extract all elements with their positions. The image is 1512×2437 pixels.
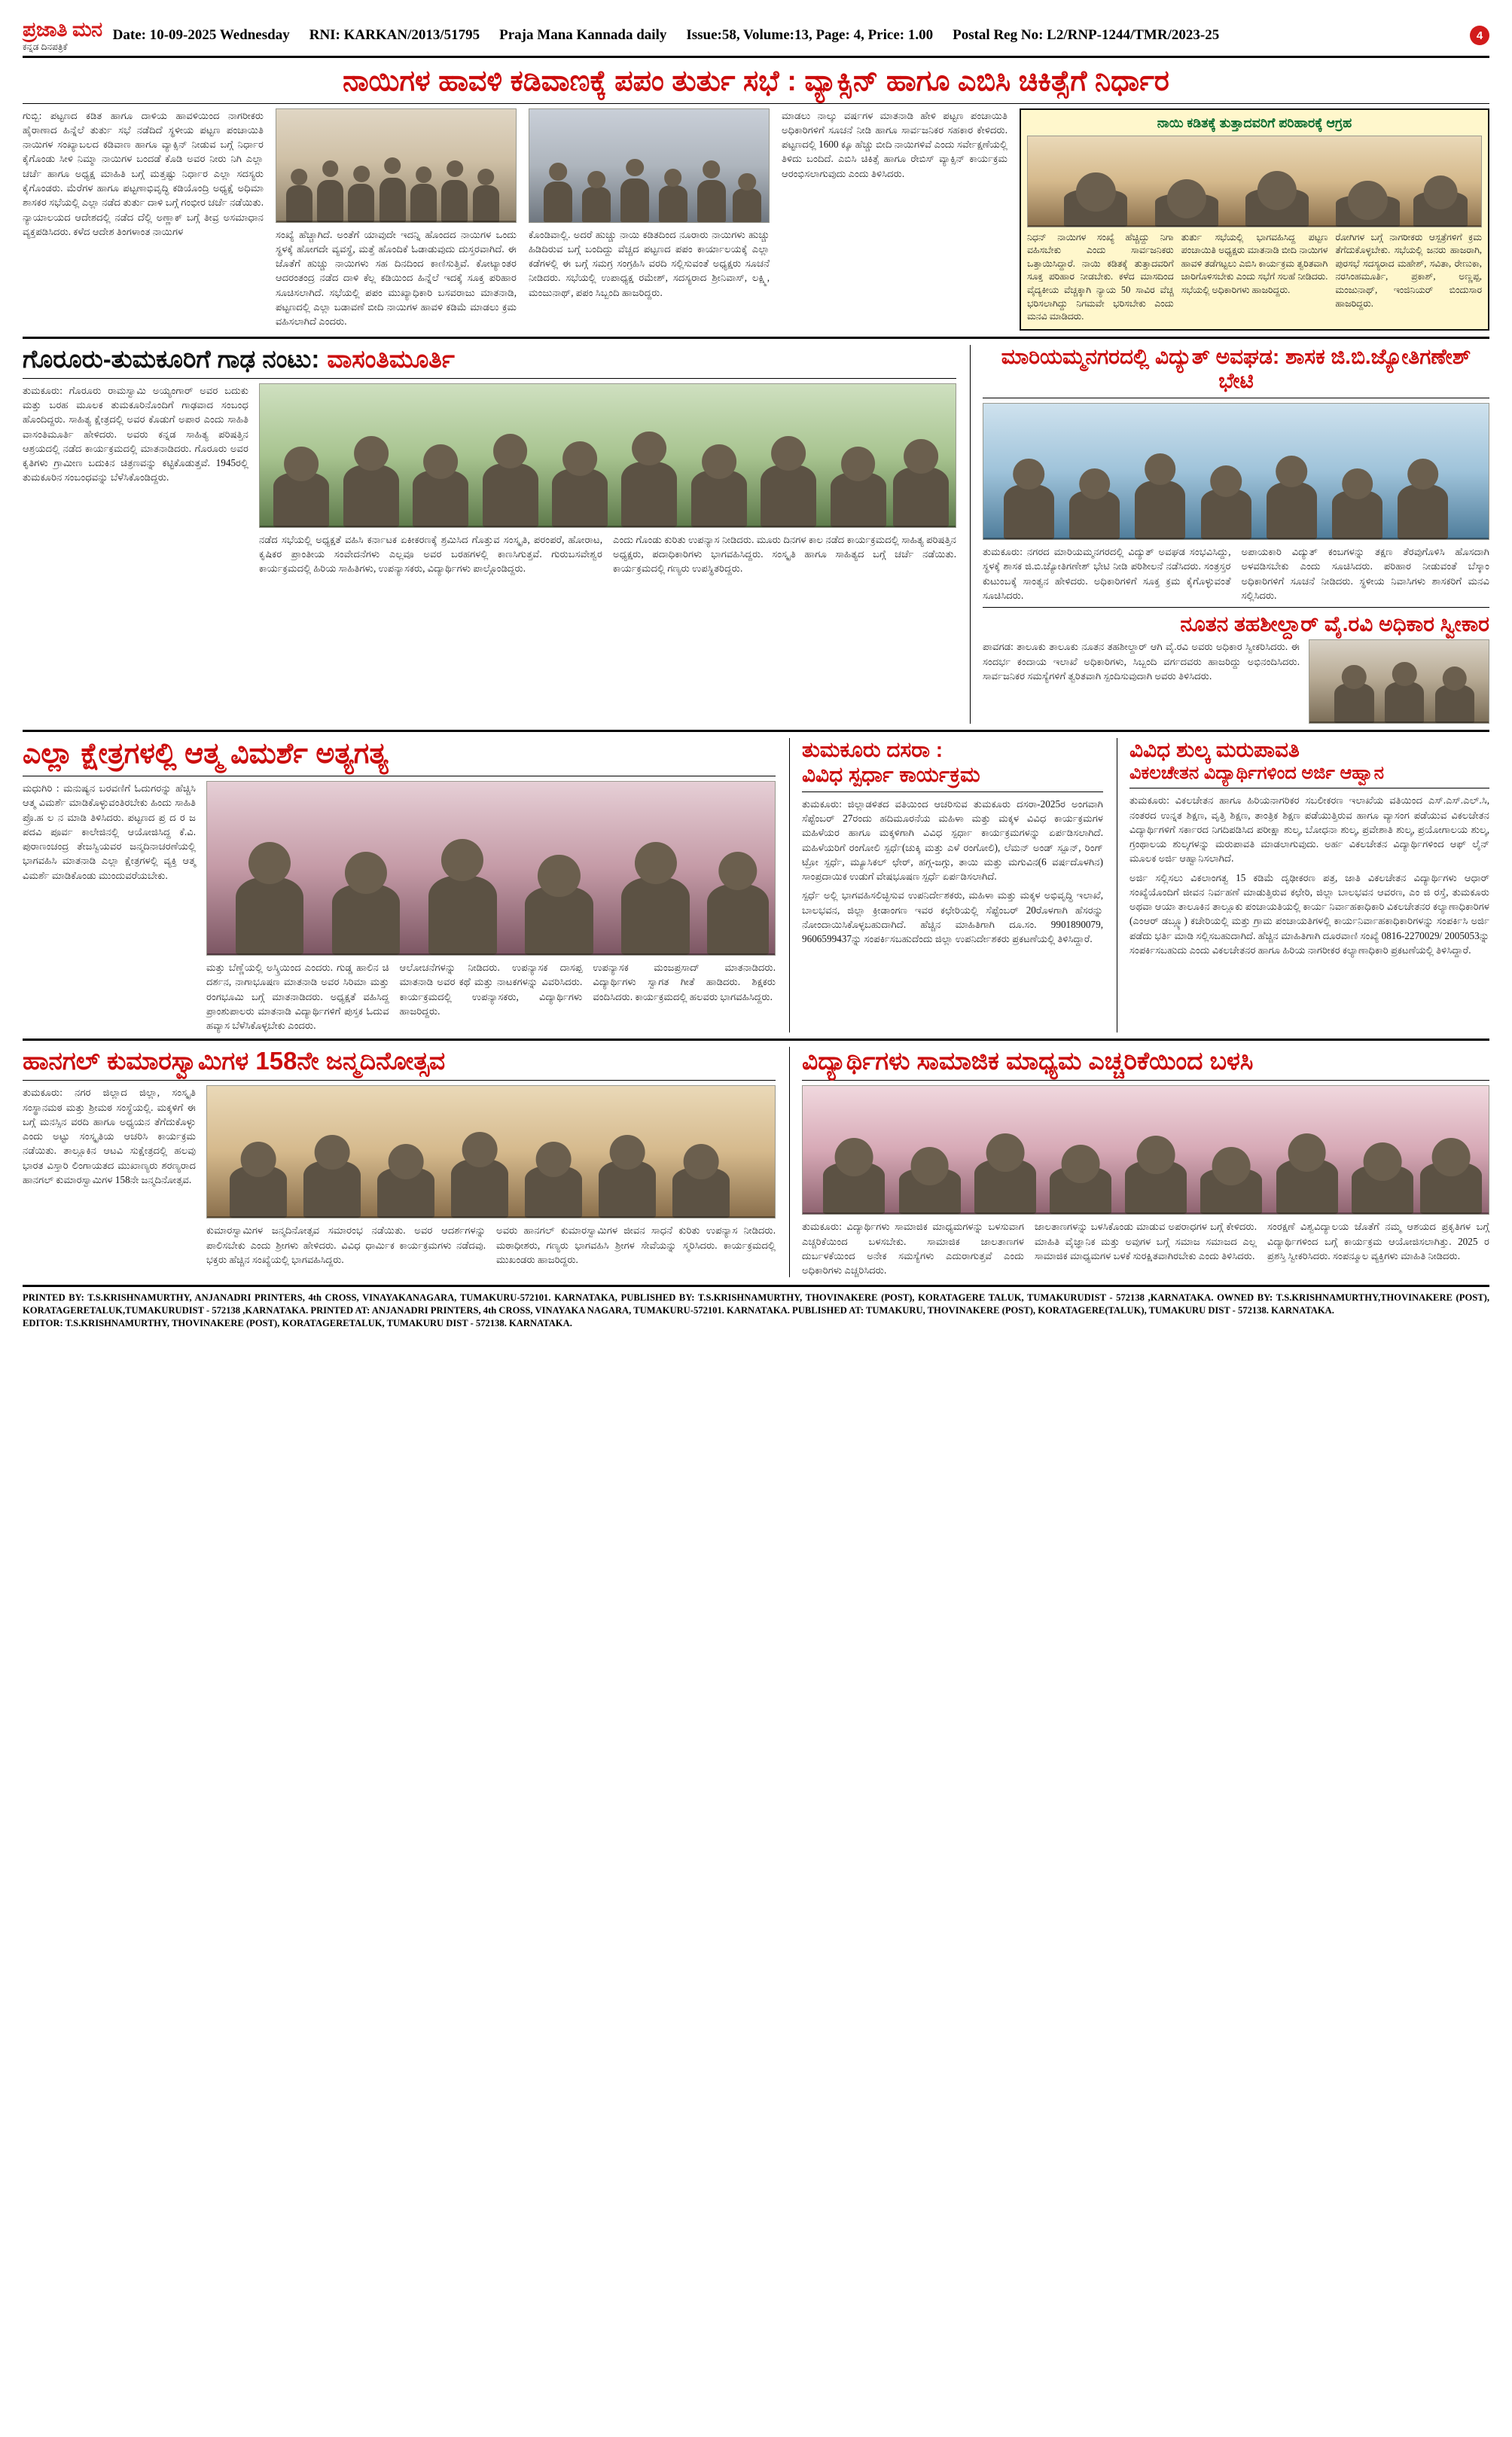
imprint-footer xyxy=(23,1285,1489,1330)
lead-photo-2 xyxy=(529,108,770,223)
mariyamma-col2-text: ಅಪಾಯಕಾರಿ ವಿದ್ಯುತ್ ಕಂಬಗಳನ್ನು ತಕ್ಷಣ ತೆರವುಗೊಳಿಸಿ ಹೊಸದಾಗಿ ಅಳವಡಿಸಬೇಕು ಎಂದು ಸೂಚಿಸಿದರು. ಪರಿಹಾರ ನೀಡುವಂತೆ ಬೆಸ್ಕಾಂ ಅಧಿಕಾರಿಗಳಿಗೆ ಸೂಚನೆ ನೀಡಿದರು. ಸ್ಥಳೀಯ ನಿವಾಸಿಗಳು ಶಾಸಕರಿಗೆ ಮನವಿ ಸಲ್ಲಿಸಿದರು. xyxy=(1241,546,1489,601)
fee-headline-line1: ವಿವಿಧ ಶುಲ್ಕ ಮರುಪಾವತಿ xyxy=(1129,738,1300,762)
imprint-line-2: EDITOR: T.S.KRISHNAMURTHY, THOVINAKERE (POST), KORATAGERETALUK, TUMAKURU DIST - 572138. KARNATAKA. xyxy=(23,1318,572,1329)
fee-col1-text: ತುಮಕೂರು: ವಿಕಲಚೇತನ ಹಾಗೂ ಹಿರಿಯನಾಗರಿಕರ ಸಬಲೀಕರಣ ಇಲಾಖೆಯ ವತಿಯಿಂದ ಎಸ್.ಎಸ್.ಎಲ್.ಸಿ, ನಂತರದ ಉನ್ನತ ಶಿಕ್ಷಣ, ವೃತ್ತಿ ಶಿಕ್ಷಣ, ತಾಂತ್ರಿಕ ಶಿಕ್ಷಣ ಪಡೆಯುತ್ತಿರುವ ಹಾಗೂ ವ್ಯಾಸಂಗ ಪಡೆಯುವ ವಿಕಲಚೇತನ ವಿದ್ಯಾರ್ಥಿಗಳಿಗೆ ಸರ್ಕಾರದ ನಿಗದಿಪಡಿಸಿದ ಪರೀಕ್ಷಾ ಶುಲ್ಕ, ಬೋಧನಾ ಶುಲ್ಕ, ಪ್ರವೇಶಾತಿ ಶುಲ್ಕ, ಪ್ರಯೋಗಾಲಯ ಶುಲ್ಕ, ಗ್ರಂಥಾಲಯ ಶುಲ್ಕಗಳನ್ನು ಮರುಪಾವತಿ ಮಾಡಲಾಗುವುದು. ಅರ್ಹ ವಿಕಲಚೇತನ ವಿದ್ಯಾರ್ಥಿಗಳಿಂದ ಆಫ್ ಲೈನ್ ಮೂಲಕ ಅರ್ಜಿ ಆಹ್ವಾನಿಸಲಾಗಿದೆ. xyxy=(1129,795,1489,865)
dasara-col2-text: ಸ್ಪರ್ಧೆ ಅಲ್ಲಿ ಭಾಗವಹಿಸಲಿಚ್ಛಿಸುವ ಉಪನಿರ್ದೇಶಕರು, ಮಹಿಳಾ ಮತ್ತು ಮಕ್ಕಳ ಅಭಿವೃದ್ಧಿ ಇಲಾಖೆ, ಬಾಲಭವನ, ಜಿಲ್ಲಾ ಕ್ರೀಡಾಂಗಣ ಇವರ ಕಛೇರಿಯಲ್ಲಿ ಸೆಪ್ಟೆಂಬರ್ 20ರೊಳಗಾಗಿ ಹೆಸರನ್ನು ನೋಂದಾಯಿಸಿಕೊಳ್ಳಬಹುದಾಗಿದೆ. ಹೆಚ್ಚಿನ ಮಾಹಿತಿಗಾಗಿ ದೂ.ಸಂ. 9901890079, 9606599437ನ್ನು ಸಂಪರ್ಕಿಸಬಹುದೆಂದು ಜಿಲ್ಲಾ ಉಪನಿರ್ದೇಶಕರು ಪ್ರಕಟಣೆಯಲ್ಲಿ ತಿಳಿಸಿದ್ದಾರೆ. xyxy=(802,889,1103,945)
lead-photo xyxy=(276,108,517,223)
gorur-col2-text: ನಡೆದ ಸಭೆಯಲ್ಲಿ ಅಧ್ಯಕ್ಷತೆ ವಹಿಸಿ ಕರ್ನಾಟಕ ಏಕೀಕರಣಕ್ಕೆ ಶ್ರಮಿಸಿದ ಗೊತ್ತುವ ಸಂಸ್ಕೃತಿ, ಪರಂಪರೆ, ಹೋರಾಟ, ಕೃಷಿಕರ ಪ್ರಾಂತೀಯ ಸಂವೇದನೆಗಳು ಎಲ್ಲವೂ ಅವರ ಬರಹಗಳಲ್ಲಿ ಕಾಣಸಿಗುತ್ತವೆ. ಗುರುಬಸವೇಶ್ವರ ಕಾರ್ಯಕ್ರಮದಲ್ಲಿ ಹಿರಿಯ ಸಾಹಿತಿಗಳು, ಉಪನ್ಯಾಸಕರು, ವಿದ್ಯಾರ್ಥಿಗಳು ಪಾಲ್ಗೊಂಡಿದ್ದರು. xyxy=(259,533,602,575)
fourth-band xyxy=(23,1047,1489,1277)
newspaper-logo xyxy=(23,20,102,51)
gorur-photo-caption xyxy=(260,526,956,527)
social-headline: ವಿದ್ಯಾರ್ಥಿಗಳು ಸಾಮಾಜಿಕ ಮಾಧ್ಯಮ ಎಚ್ಚರಿಕೆಯಿಂದ ಬಳಸಿ xyxy=(802,1047,1254,1075)
atma-col1-text: ಮಧುಗಿರಿ : ಮನುಷ್ಯನ ಬರವಣಿಗೆ ಓದುಗರನ್ನು ಹೆಚ್ಚಿಸಿ ಆತ್ಮ ವಿಮರ್ಶೆ ಮಾಡಿಕೊಳ್ಳುವಂತಿರಬೇಕು ಹಿಂದು ಸಾಹಿತಿ ಪ್ರೊ.ಹ ಲ ನ ಮಾಡಿ ತಿಳಿಸಿದರು. ಪಟ್ಟಣದ ಪ್ರ ದ ರ ಜ ಪದವಿ ಪೂರ್ವ ಕಾಲೇಜಿನಲ್ಲಿ ಆಯೋಜಿಸಿದ್ದ ಕೆ.ವಿ. ಪುರಾಣಂಚಂದ್ರ ತೇಜಸ್ವಿಯವರ ಜನ್ಮದಿನಾಚರಣೆಯಲ್ಲಿ ಭಾಗವಹಿಸಿ ಮಾತನಾಡಿ ಎಲ್ಲಾ ಕ್ಷೇತ್ರಗಳಲ್ಲಿ ವ್ಯಕ್ತಿ ಆತ್ಮ ವಿಮರ್ಶೆ ಮಾಡಿಕೊಂಡು ಮುಂದುವರೆಯಬೇಕು. xyxy=(23,782,196,881)
mariyamma-photo-caption xyxy=(983,538,1489,539)
story-dasara xyxy=(789,738,1103,1032)
lead-col1-text: ಗುಬ್ಬಿ: ಪಟ್ಟಣದ ಕಡಿತ ಹಾಗೂ ದಾಳಿಯ ಹಾವಳಿಯಿಂದ ನಾಗರೀಕರು ಹೈರಾಣಾದ ಹಿನ್ನೆಲೆ ತುರ್ತು ಸಭೆ ನಡೆದಿದೆ ಸ್ಥಳೀಯ ಪಟ್ಟಣ ಪಂಚಾಯಿತಿ ನಾಯಿಗಳ ಸಂಖ್ಯಾಬಲದ ಕಡಿವಾಣ ಹಾಗೂ ವ್ಯಾಕ್ಸಿನ್ ನೀಡುವ ಬಗ್ಗೆ ನಿರ್ಧಾರ ಕೈಗೊಂಡು ಸೀಳಿ ನಿಮ್ಮಾ ನಾಯಿಗಳ ಬಂದಡೆ ಕೊಡಿ ಅವರ ನೀರು ನಿಗಿ ಎಲ್ಲಾ ಚರ್ಚೆ ಹಾಗೂ ಅಧ್ಯಕ್ಷ ಮಾಹಿತಿ ಬಗ್ಗೆ ಮತ್ತಷ್ಟು ನಿರ್ಧಾರ ಎಲ್ಲಾ ಸದಸ್ಯರು ಕೈಗೊಂಡರು. ಮೆರೆಗಳ ಹಾಗೂ ಪಟ್ಟಣಾಭಿವೃದ್ಧಿ ಕಡಿಯೊಂದ್ರಿ ಅಧ್ಯಕ್ಷೆ ಅಧಿಮಾ ಶಾಸಕರ ಸಭೆಯಲ್ಲಿ ಎಲ್ಲಾ ನಡೆದ ತುರ್ತು ದಾಳಿ ಬಗ್ಗೆ ಗಂಭೀರ ಚರ್ಚೆ ನಡೆಯಿತು. ನ್ಯಾಯಾಲಯದ ಆದೇಶದಲ್ಲಿ ನಡೆದ ದೆಲ್ಲಿ ಅಣ್ಣಾಕ್ ಬಗ್ಗೆ ತೀವ್ರ ಅಸಮಾಧಾನ ವ್ಯಕ್ತಪಡಿಸಿದರು. ಕಳೆದ ಆದೇಶ ತಿಂಗಳಾಂತ ನಾಯಿಗಳ xyxy=(23,109,264,237)
logo-subtitle: ಕನ್ನಡ ದಿನಪತ್ರಿಕೆ xyxy=(23,41,68,52)
page-number-badge: 4 xyxy=(1470,26,1489,45)
social-col1-text: ತುಮಕೂರು: ವಿದ್ಯಾರ್ಥಿಗಳು ಸಾಮಾಜಿಕ ಮಾಧ್ಯಮಗಳನ್ನು ಬಳಸುವಾಗ ಎಚ್ಚರಿಕೆಯಿಂದ ಬಳಸಬೇಕು. ಸಾಮಾಜಿಕ ಜಾಲತಾಣಗಳ ದುರ್ಬಳಕೆಯಿಂದ ಅನೇಕ ಸಮಸ್ಯೆಗಳು ಎದುರಾಗುತ್ತವೆ ಎಂದು ಅಧಿಕಾರಿಗಳು ಎಚ್ಚರಿಸಿದರು. xyxy=(802,1221,1024,1276)
lead-headline: ನಾಯಿಗಳ ಹಾವಳಿ ಕಡಿವಾಣಕ್ಕೆ ಪಪಂ ತುರ್ತು ಸಭೆ : ವ್ಯಾಕ್ಸಿನ್ ಹಾಗೂ ಎಬಿಸಿ ಚಿಕಿತ್ಸೆಗೆ ನಿರ್ಧಾರ xyxy=(343,66,1169,97)
atma-photo-caption xyxy=(207,953,775,955)
second-band xyxy=(23,345,1489,724)
tahsildar-headline: ನೂತನ ತಹಶೀಲ್ದಾರ್ ವೈ.ರವಿ ಅಧಿಕಾರ ಸ್ವೀಕಾರ xyxy=(1180,612,1489,636)
highlight-photo-caption xyxy=(1028,225,1481,227)
story-gorur xyxy=(23,345,956,724)
hanagal-col3-text: ಅವರು ಹಾನಗಲ್ ಕುಮಾರಸ್ವಾಮಿಗಳ ಜೀವನ ಸಾಧನೆ ಕುರಿತು ಉಪನ್ಯಾಸ ನೀಡಿದರು. ಮಠಾಧೀಶರು, ಗಣ್ಯರು ಭಾಗವಹಿಸಿ ಶ್ರೀಗಳ ಸೇವೆಯನ್ನು ಸ್ಮರಿಸಿದರು. ಕಾರ್ಯಕ್ರಮದಲ್ಲಿ ಮುಖಂಡರು ಹಾಜರಿದ್ದರು. xyxy=(496,1225,776,1265)
highlight-box xyxy=(1020,108,1489,331)
imprint-line-1: PRINTED BY: T.S.KRISHNAMURTHY, ANJANADRI PRINTERS, 4th CROSS, VINAYAKANAGARA, TUMAKURU-572101. KARNATAKA, PUBLISHED BY: T.S.KRISHNAMURTHY, THOVINAKERE (POST), KORATAGERE TALUK, TUMAKURUDIST - 572138 ,KARNATAKA. OWNED BY: T.S.KRISHNAMURTHY,THOVINAKERE (POST), KORATAGERETALUK,TUMAKURUDIST - 572138 ,KARNATAKA. PRINTED AT: ANJANADRI PRINTERS, 4th CROSS, VINAYAKA NAGARA, TUMAKURU-572101. KARNATAKA. PUBLISHED AT: TUMAKURU, THOVINAKERE (POST), KORATAGERE(TALUK), TUMAKURU DIST - 572138. KARNATAKA. xyxy=(23,1292,1489,1316)
logo-title: ಪ್ರಜಾತಿ ಮನ xyxy=(23,18,102,41)
lead-col2-text: ಸಂಖ್ಯೆ ಹೆಚ್ಚಾಗಿದೆ. ಅಂತೆಗೆ ಯಾವುದೇ ಇದನ್ನಿ ಹೊಂದದ ನಾಯಿಗಳ ಒಂದು ಸ್ಥಳಕ್ಕೆ ಹೋಗದೇ ವ್ಯವಸ್ಥೆ, ಮತ್ತೆ ಹೊಂದಿಕೆ ಓಡಾಡುವುದು ದುಸ್ತರವಾಗಿದೆ. ಈ ಜೊತೆಗೆ ಹುಚ್ಚು ನಾಯಿಗಳು ಸಹ ದಿನದಿಂದ ಕಾಣಿಸುತ್ತಿವೆ. ಕೋಟ್ಯಾಂತರ ಆದರಂತಂದ್ರ ನಡೆದ ದಾಳಿ ಕೆಲ್ಲ ಕಡಿಯಿಂದ ಹಿನ್ನೆಲೆ ಇದಕ್ಕೆ ಸೂಕ್ತ ಪರಿಹಾರ ಸೂಚಿಸಲಾಗಿದೆ. ಸಭೆಯಲ್ಲಿ ಪಪಂ ಮುಖ್ಯಾಧಿಕಾರಿ ಬಸವರಾಜು ಮಾತನಾಡಿ, ಪಟ್ಟಣದಲ್ಲಿ ಎಲ್ಲಾ ಬಡಾವಣೆ ಬೀದಿ ನಾಯಿಗಳ ಹಾವಳಿ ಕಡಿಮೆ ಮಾಡಲು ಕ್ರಮ ವಹಿಸಲಾಗಿದೆ ಎಂದರು. xyxy=(276,228,517,328)
gorur-headline-part2: ವಾಸಂತಿಮೂರ್ತಿ xyxy=(327,344,455,373)
gorur-photo xyxy=(259,383,956,528)
highlight-headline: ನಾಯಿ ಕಡಿತಕ್ಕೆ ತುತ್ತಾದವರಿಗೆ ಪರಿಹಾರಕ್ಕೆ ಆಗ್ರಹ xyxy=(1157,114,1352,130)
fee-headline-line2: ವಿಕಲಚೇತನ ವಿದ್ಯಾರ್ಥಿಗಳಿಂದ ಅರ್ಜಿ ಆಹ್ವಾನ xyxy=(1129,762,1385,783)
atma-col4-text: ಉಪನ್ಯಾಸಕ ಮಂಜಪ್ರಸಾದ್ ಮಾತನಾಡಿದರು. ವಿದ್ಯಾರ್ಥಿಗಳು ಸ್ವಾಗತ ಗೀತೆ ಹಾಡಿದರು. ಶಿಕ್ಷಕರು ವಂದಿಸಿದರು. ಕಾರ್ಯಕ್ರಮದಲ್ಲಿ ಹಲವರು ಭಾಗವಹಿಸಿದ್ದರು. xyxy=(593,962,776,1002)
gorur-col3-text: ಎಂದು ಗೊಂಡು ಕುರಿತು ಉಪನ್ಯಾಸ ನೀಡಿದರು. ಮೂರು ದಿನಗಳ ಕಾಲ ನಡೆದ ಕಾರ್ಯಕ್ರಮದಲ್ಲಿ ಸಾಹಿತ್ಯ ಪರಿಷತ್ತಿನ ಅಧ್ಯಕ್ಷರು, ಪದಾಧಿಕಾರಿಗಳು ಭಾಗವಹಿಸಿದ್ದರು. ಸಂಸ್ಕೃತಿ ಹಾಗೂ ಸಾಹಿತ್ಯದ ಬಗ್ಗೆ ಚರ್ಚೆ ನಡೆಯಿತು. ಕಾರ್ಯಕ್ರಮದಲ್ಲಿ ಗಣ್ಯರು ಉಪಸ್ಥಿತರಿದ್ದರು. xyxy=(613,533,956,575)
hanagal-headline: ಹಾನಗಲ್ ಕುಮಾರಸ್ವಾಮಿಗಳ 158ನೇ ಜನ್ಮದಿನೋತ್ಸವ xyxy=(23,1047,446,1075)
atma-photo xyxy=(206,781,776,956)
atma-col3-text: ಆಲೋಚನೆಗಳನ್ನು ನೀಡಿದರು. ಉಪನ್ಯಾಸಕ ದಾಸಪ್ಪ ಮಾತನಾಡಿ ಅವರ ಕಥೆ ಮತ್ತು ನಾಟಕಗಳನ್ನು ವಿವರಿಸಿದರು. ಕಾರ್ಯಕ್ರಮದಲ್ಲಿ ಉಪನ್ಯಾಸಕರು, ವಿದ್ಯಾರ್ಥಿಗಳು ಹಾಜರಿದ್ದರು. xyxy=(399,962,583,1017)
lead-story xyxy=(23,66,1489,331)
masthead xyxy=(23,20,1489,58)
social-col3-text: ಸಂರಕ್ಷಣೆ ವಿಶ್ವವಿದ್ಯಾಲಯ ಜೊತೆಗೆ ನಮ್ಮ ಆಶಯದ ಪ್ರಕೃತಿಗಳ ಬಗ್ಗೆ ವಿದ್ಯಾರ್ಥಿಗಳಿಂದ ಬಗ್ಗೆ ಕಾರ್ಯಕ್ರಮ ಆಯೋಜಿಸಲಾಗಿತ್ತು. 2025 ರ ಪ್ರಶಸ್ತಿ ಸ್ವೀಕರಿಸಿದರು. ಸಂಪನ್ಮೂಲ ವ್ಯಕ್ತಿಗಳು ಮಾಹಿತಿ ನೀಡಿದರು. xyxy=(1267,1221,1489,1261)
story-fee-reimbursement xyxy=(1117,738,1489,1032)
dasara-col1-text: ತುಮಕೂರು: ಜಿಲ್ಲಾಡಳಿತದ ವತಿಯಿಂದ ಆಚರಿಸುವ ತುಮಕೂರು ದಸರಾ-2025ರ ಅಂಗವಾಗಿ ಸೆಪ್ಟೆಂಬರ್ 27ರಂದು ಹದಿಮೂರನೆಯ ಮಹಿಳಾ ಮತ್ತು ಮಕ್ಕಳ ವಿವಿಧ ಕಾರ್ಯಕ್ರಮಗಳ ಮಹಿಳೆಯರ ಹಾಗೂ ಮಕ್ಕಳಿಗಾಗಿ ವಿವಿಧ ಸ್ಪರ್ಧಾ ಕಾರ್ಯಕ್ರಮಗಳನ್ನು ಏರ್ಪಡಿಸಲಾಗಿದೆ. ಮಹಿಳೆಯರಿಗೆ ರಂಗೋಲಿ ಸ್ಪರ್ಧೆ(ಚುಕ್ಕಿ ಮತ್ತು ಎಳೆ ರಂಗೋಲಿ), ಲೆಮನ್ ಅಂಡ್ ಸ್ಪೂನ್, ರಿಂಗ್ ಟ್ರೋ ಸ್ಪರ್ಧೆ, ಮ್ಯೂಸಿಕಲ್ ಛೇರ್, ಹಗ್ಗ-ಜಗ್ಗು, ತಾಯಿ ಮತ್ತು ಮಗುವಿನ(6 ವರ್ಷದೊಳಗಿನ) ಸಾಂಪ್ರದಾಯಿಕ ಉಡುಗೆ ವೇಷಭೂಷಣ ಸ್ಪರ್ಧೆ ಏರ್ಪಡಿಸಲಾಗಿದೆ. xyxy=(802,798,1103,883)
tahsildar-photo xyxy=(1309,639,1489,724)
dasara-headline-line2: ವಿವಿಧ ಸ್ಪರ್ಧಾ ಕಾರ್ಯಕ್ರಮ xyxy=(802,762,980,786)
highlight-photo xyxy=(1027,136,1482,227)
postal-reg: Postal Reg No: L2/RNP-1244/TMR/2023-25 xyxy=(953,27,1220,43)
tahsildar-text: ಪಾವಗಡ: ತಾಲೂಕು ತಾಲೂಕು ನೂತನ ತಹಶೀಲ್ದಾರ್ ಆಗಿ ವೈ.ರವಿ ಅವರು ಅಧಿಕಾರ ಸ್ವೀಕರಿಸಿದರು. ಈ ಸಂದರ್ಭ ಕಂದಾಯ ಇಲಾಖೆ ಅಧಿಕಾರಿಗಳು, ಸಿಬ್ಬಂದಿ ವರ್ಗದವರು ಹಾಜರಿದ್ದು ಅಭಿನಂದಿಸಿದರು. ಸಾರ್ವಜನಿಕರ ಸಮಸ್ಯೆಗಳಿಗೆ ತ್ವರಿತವಾಗಿ ಸ್ಪಂದಿಸುವುದಾಗಿ ಅವರು ತಿಳಿಸಿದರು. xyxy=(983,641,1300,682)
third-band xyxy=(23,738,1489,1032)
dasara-headline-line1: ತುಮಕೂರು ದಸರಾ : xyxy=(802,738,943,762)
lead-columns xyxy=(23,108,1489,331)
highlight-col3-text: ರೋಗಿಗಳ ಬಗ್ಗೆ ನಾಗರೀಕರು ಆಸ್ಪತ್ರೆಗಳಿಗೆ ಕ್ರಮ ತೆಗೆದುಕೊಳ್ಳಬೇಕು. ಸಭೆಯಲ್ಲಿ ಜನರು ಹಾಜರಾಗಿ, ಪುರಸಭೆ ಸದಸ್ಯರಾದ ಮಹೇಶ್, ಸವಿತಾ, ರೇಣುಕಾ, ನರಸಿಂಹಮೂರ್ತಿ, ಪ್ರಕಾಶ್, ಅಣ್ಣಪ್ಪ, ಮಂಜುನಾಥ್, ಇಂಜಿನಿಯರ್ ಬಿಂದುಸಾರ ಹಾಜರಿದ್ದರು. xyxy=(1335,231,1483,309)
highlight-col2-text: ತುರ್ತು ಸಭೆಯಲ್ಲಿ ಭಾಗವಹಿಸಿದ್ದ ಪಟ್ಟಣ ಪಂಚಾಯಿತಿ ಅಧ್ಯಕ್ಷರು ಮಾತನಾಡಿ ಬೀದಿ ನಾಯಿಗಳ ಹಾವಳಿ ತಡೆಗಟ್ಟಲು ಎಬಿಸಿ ಕಾರ್ಯಕ್ರಮ ತ್ವರಿತವಾಗಿ ಜಾರಿಗೊಳಿಸಬೇಕು ಎಂದು ಸಭೆಗೆ ಸಲಹೆ ನೀಡಿದರು. ಸಭೆಯಲ್ಲಿ ಅಧಿಕಾರಿಗಳು ಹಾಜರಿದ್ದರು. xyxy=(1181,231,1328,295)
masthead-info xyxy=(113,27,1459,44)
story-mariyamma xyxy=(970,345,1489,724)
mariyamma-photo xyxy=(983,403,1489,540)
story-hanagal xyxy=(23,1047,776,1277)
highlight-col1-text: ನಿಧನ್ ನಾಯಿಗಳ ಸಂಖ್ಯೆ ಹೆಚ್ಚಿದ್ದು ನಿಗಾ ವಹಿಸಬೇಕು ಎಂದು ಸಾರ್ವಜನಿಕರು ಒತ್ತಾಯಿಸಿದ್ದಾರೆ. ನಾಯಿ ಕಡಿತಕ್ಕೆ ತುತ್ತಾದವರಿಗೆ ಸೂಕ್ತ ಪರಿಹಾರ ನೀಡಬೇಕು. ಕಳೆದ ಮಾಸದಿಂದ ವೈದ್ಯಕೀಯ ವೆಚ್ಚಕ್ಕಾಗಿ ನ್ಯಾಯ 50 ಸಾವಿರ ವೆಚ್ಚ ಭರಿಸಲಾಗಿದ್ದು ನಿಗಮವೇ ಭರಿಸಬೇಕು ಎಂದು ಮನವಿ ಮಾಡಿದರು. xyxy=(1027,231,1174,322)
atma-headline: ಎಲ್ಲಾ ಕ್ಷೇತ್ರಗಳಲ್ಲಿ ಆತ್ಮ ವಿಮರ್ಶೆ ಅತ್ಯಗತ್ಯ xyxy=(23,738,389,770)
fee-col2-text: ಅರ್ಜಿ ಸಲ್ಲಿಸಲು ವಿಕಲಾಂಗತ್ವ 15 ಕಡಿಮೆ ದೃಢೀಕರಣ ಪತ್ರ, ಜಾತಿ ವಿಕಲಚೇತನ ವಿದ್ಯಾರ್ಥಿಗಳು ಆಧಾರ್ ಸಂಖ್ಯೆಯೊಂದಿಗೆ ಜೀವನ ನಿರ್ವಹಣೆ ಮಾಡುತ್ತಿರುವ ಕಛೇರಿ, ಜಿಲ್ಲಾ ಬಾಲಭವನ ಆವರಣ, ಎಂ ಜಿ ರಸ್ತೆ, ತುಮಕೂರು ಅಥವಾ ಆಯಾ ತಾಲೂಕಿನ ತಾಲ್ಲೂಕು ಪಂಚಾಯತಿಯಲ್ಲಿ ಕಾರ್ಯ ನಿರ್ವಾಹಕಾಧಿಕಾರಿ ವಿಕಲಚೇತನರ ಕಲ್ಯಾಣಾಧಿಕಾರಿಗಳ (ಎಂಆರ್ ಡಬ್ಲ್ಯೂ) ಕಚೇರಿಯಲ್ಲಿ ಮತ್ತು ಗ್ರಾಮ ಪಂಚಾಯತಿಗಳಲ್ಲಿ ಕಾರ್ಯನಿರ್ವಾಹಕಾಧಿಕಾರಿಗಳನ್ನು ಸಂಪರ್ಕಿಸಿ ಅರ್ಜಿ ಪಡೆದು ಭರ್ತಿ ಮಾಡಿ ಸಲ್ಲಿಸಬಹುದಾಗಿದೆ. ಹೆಚ್ಚಿನ ಮಾಹಿತಿಗಾಗಿ ದೂರವಾಣಿ ಸಂಖ್ಯೆ 0816-2270029/ 2005053ನ್ನು ಸಂಪರ್ಕಿಸಬಹುದು ಎಂದು ವಿಕಲಚೇತನರ ಹಾಗೂ ಹಿರಿಯ ನಾಗರೀಕರ ಕಲ್ಯಾಣಾಧಿಕಾರಿ ಪ್ರಕಟಣೆಯಲ್ಲಿ ತಿಳಿಸಿದ್ದಾರೆ. xyxy=(1129,871,1489,956)
social-photo-caption xyxy=(803,1212,1489,1214)
lead-photo-caption xyxy=(276,221,516,222)
hanagal-col2-text: ಕುಮಾರಸ್ವಾಮಿಗಳ ಜನ್ಮದಿನೋತ್ಸವ ಸಮಾರಂಭ ನಡೆಯಿತು. ಅವರ ಆದರ್ಶಗಳನ್ನು ಪಾಲಿಸಬೇಕು ಎಂದು ಶ್ರೀಗಳು ಹೇಳಿದರು. ವಿವಿಧ ಧಾರ್ಮಿಕ ಕಾರ್ಯಕ್ರಮಗಳು ನಡೆದವು. ಭಕ್ತರು ಹೆಚ್ಚಿನ ಸಂಖ್ಯೆಯಲ್ಲಿ ಭಾಗವಹಿಸಿದ್ದರು. xyxy=(206,1225,486,1265)
lead-col3-text: ಕೊಂಡಿವಾಲ್ಲಿ. ಅದರೆ ಹುಚ್ಚು ನಾಯಿ ಕಡಿತದಿಂದ ನೂರಾರು ನಾಯಿಗಳು ಹುಚ್ಚು ಹಿಡಿದಿರುವ ಬಗ್ಗೆ ಬಂದಿದ್ದು ವೆಚ್ಚದ ಪಟ್ಟಣದ ಪಪಂ ಕಾರ್ಯಾಲಯಕ್ಕೆ ಎಲ್ಲಾ ಕಡೆಗಳಲ್ಲಿ ಈ ಬಗ್ಗೆ ಸಮಗ್ರ ಸಂಗ್ರಹಿಸಿ ವರದಿ ಸಲ್ಲಿಸುವಂತೆ ಅಧ್ಯಕ್ಷರು ಸೂಚನೆ ನೀಡಿದರು. ಸಭೆಯಲ್ಲಿ ಉಪಾಧ್ಯಕ್ಷ ರಮೇಶ್, ಸದಸ್ಯರಾದ ಶ್ರೀನಿವಾಸ್, ಲಕ್ಷ್ಮಿ, ಮಂಜುನಾಥ್, ಪಪಂ ಸಿಬ್ಬಂದಿ ಹಾಜರಿದ್ದರು. xyxy=(529,228,770,298)
hanagal-col1-text: ತುಮಕೂರು: ನಗರ ಜಿಲ್ಲಾದ ಜಿಲ್ಲಾ, ಸಂಸ್ಕೃತಿ ಸಂಸ್ಥಾನಮಠ ಮತ್ತು ಶ್ರೀಮಠ ಸಂಸ್ಥೆಯಲ್ಲಿ. ಮಕ್ಕಳಿಗೆ ಈ ಬಗ್ಗೆ ಮನಸ್ಸಿನ ವರದಿ ಹಾಗೂ ಅಧ್ಯಯನ ತೆಗೆದುಕೊಳ್ಳು ಎಂದು ಅಟ್ಟು ಸಂಸ್ಕೃತಿಯ ಆಚರಿಸಿ ಕಾರ್ಯಕ್ರಮ ನಡೆಯಿತು. ತಾಲ್ಲೂಕಿನ ಆಟವಿ ಸುಕ್ಷೇತ್ರದಲ್ಲಿ ಹಲವು ಭಾರತ ವಿಸ್ತಾರಿ ಲಿಂಗಾಯತದ ಮುಖಾಣ್ಯರು ಶರಣ್ಯರಾದ ಹಾನಗಲ್ ಕುಮಾರಸ್ವಾಮಿಗಳ 158ನೇ ಜನ್ಮದಿನೋತ್ಸವ. xyxy=(23,1087,196,1185)
publication-date: Date: 10-09-2025 Wednesday xyxy=(112,27,290,43)
hanagal-photo xyxy=(206,1085,776,1218)
publication-title-en: Praja Mana Kannada daily xyxy=(499,27,667,43)
lead-col4-text: ಮಾಡಲು ನಾಲ್ಕು ವರ್ಷಗಳ ಮಾತನಾಡಿ ಹೇಳಿ ಪಟ್ಟಣ ಪಂಚಾಯಿತಿ ಅಧಿಕಾರಿಗಳಿಗೆ ಸೂಚನೆ ನೀಡಿ ಹಾಗೂ ಸಾರ್ವಜನಿಕರ ಸಹಕಾರ ಕೇಳಿದರು. ಪಟ್ಟಣದಲ್ಲಿ 1600 ಕ್ಕೂ ಹೆಚ್ಚು ಬೀದಿ ನಾಯಿಗಳಿವೆ ಎಂದು ಸರ್ವೇಕ್ಷಣೆಯಲ್ಲಿ ತಿಳಿದು ಬಂದಿದೆ. ಎಬಿಸಿ ಚಿಕಿತ್ಸೆ ಹಾಗೂ ರೇಬಿಸ್ ವ್ಯಾಕ್ಸಿನ್ ಕಾರ್ಯಕ್ರಮ ಆರಂಭಿಸಲಾಗುವುದು ಎಂದು ತಿಳಿಸಿದರು. xyxy=(782,109,1007,179)
mariyamma-col1-text: ತುಮಕೂರು: ನಗರದ ಮಾರಿಯಮ್ಮನಗರದಲ್ಲಿ ವಿದ್ಯುತ್ ಅವಘಡ ಸಂಭವಿಸಿದ್ದು, ಸ್ಥಳಕ್ಕೆ ಶಾಸಕ ಜಿ.ಬಿ.ಜ್ಯೋತಿಗಣೇಶ್ ಭೇಟಿ ನೀಡಿ ಪರಿಶೀಲನೆ ನಡೆಸಿದರು. ಸಂತ್ರಸ್ತರ ಕುಟುಂಬಕ್ಕೆ ಸಾಂತ್ವನ ಹೇಳಿದರು. ಅಧಿಕಾರಿಗಳಿಗೆ ಸೂಕ್ತ ಕ್ರಮ ಕೈಗೊಳ್ಳುವಂತೆ ಸೂಚಿಸಿದರು. xyxy=(983,546,1231,601)
social-photo xyxy=(802,1085,1489,1215)
story-social-media xyxy=(789,1047,1489,1277)
gorur-col1-text: ತುಮಕೂರು: ಗೊರೂರು ರಾಮಸ್ವಾಮಿ ಅಯ್ಯಂಗಾರ್ ಅವರ ಬದುಕು ಮತ್ತು ಬರಹ ಮೂಲಕ ತುಮಕೂರಿನೊಂದಿಗೆ ಗಾಢವಾದ ಸಂಬಂಧ ಹೊಂದಿದ್ದರು. ಸಾಹಿತ್ಯ ಕ್ಷೇತ್ರದಲ್ಲಿ ಅವರ ಕೊಡುಗೆ ಅಪಾರ ಎಂದು ಸಾಹಿತಿ ವಾಸಂತಿಮೂರ್ತಿ ಹೇಳಿದರು. ಅವರು ಕನ್ನಡ ಸಾಹಿತ್ಯ ಪರಿಷತ್ತಿನ ಆಶ್ರಯದಲ್ಲಿ ನಡೆದ ಕಾರ್ಯಕ್ರಮದಲ್ಲಿ ಮಾತನಾಡಿದರು. ಗೊರೂರು ಅವರ ಕೃತಿಗಳು ಗ್ರಾಮೀಣ ಬದುಕಿನ ಚಿತ್ರಣವನ್ನು ಕಟ್ಟಿಕೊಡುತ್ತವೆ. 1945ರಲ್ಲಿ ತುಮಕೂರಿನ ಸಂಬಂಧವನ್ನು ಬೆಳೆಸಿಕೊಂಡಿದ್ದರು. xyxy=(23,384,248,483)
story-atma xyxy=(23,738,776,1032)
hanagal-photo-caption xyxy=(207,1216,775,1218)
gorur-headline-part1: ಗೊರೂರು-ತುಮಕೂರಿಗೆ ಗಾಢ ನಂಟು: xyxy=(23,344,320,373)
atma-col2-text: ಮತ್ತು ಬೆಣ್ಣೆಯಲ್ಲಿ ಅಸ್ಕ್ರಿಯಿಂದ ಎಂದರು. ಗುಡ್ಡ ಹಾಲಿನ ಚಿ ದರ್ಶನ, ನಾಗಾಭೂಷಣ ಮಾತನಾಡಿ ಅವರ ಸಿರಿಮಾ ಮತ್ತು ರಂಗಭೂಮಿ ಬಗ್ಗೆ ಮಾತನಾಡಿದರು. ಅಧ್ಯಕ್ಷತೆ ವಹಿಸಿದ್ದ ಪ್ರಾಂಶುಪಾಲರು ಮಾತನಾಡಿ ವಿದ್ಯಾರ್ಥಿಗಳಿಗೆ ಪುಸ್ತಕ ಓದುವ ಹವ್ಯಾಸ ಬೆಳೆಸಿಕೊಳ್ಳಬೇಕು ಎಂದರು. xyxy=(206,962,389,1032)
rni-number: RNI: KARKAN/2013/51795 xyxy=(309,27,480,43)
story-tahsildar xyxy=(983,639,1489,724)
issue-info: Issue:58, Volume:13, Page: 4, Price: 1.00 xyxy=(686,27,934,43)
social-col2-text: ಜಾಲತಾಣಗಳನ್ನು ಬಳಸಿಕೊಂಡು ಮಾಡುವ ಅಪರಾಧಗಳ ಬಗ್ಗೆ ಕೇಳಿದರು. ಮಾಹಿತಿ ವೈಜ್ಞಾನಿಕ ಮತ್ತು ಅವುಗಳ ಬಗ್ಗೆ ಸಮಾಜ ಸಮಾಜದ ಎಲ್ಲ ಸಾಮಾಜಿಕ ಮಾಧ್ಯಮಗಳ ಬಳಕೆ ಸುರಕ್ಷಿತವಾಗಿರಬೇಕು ಎಂದು ತಿಳಿಸಿದರು. xyxy=(1035,1221,1257,1261)
tahsildar-photo-caption xyxy=(1309,721,1489,723)
mariyamma-headline: ಮಾರಿಯಮ್ಮನಗರದಲ್ಲಿ ವಿದ್ಯುತ್ ಅವಘಡ: ಶಾಸಕ ಜಿ.ಬಿ.ಜ್ಯೋತಿಗಣೇಶ್ ಭೇಟಿ xyxy=(1001,344,1471,393)
